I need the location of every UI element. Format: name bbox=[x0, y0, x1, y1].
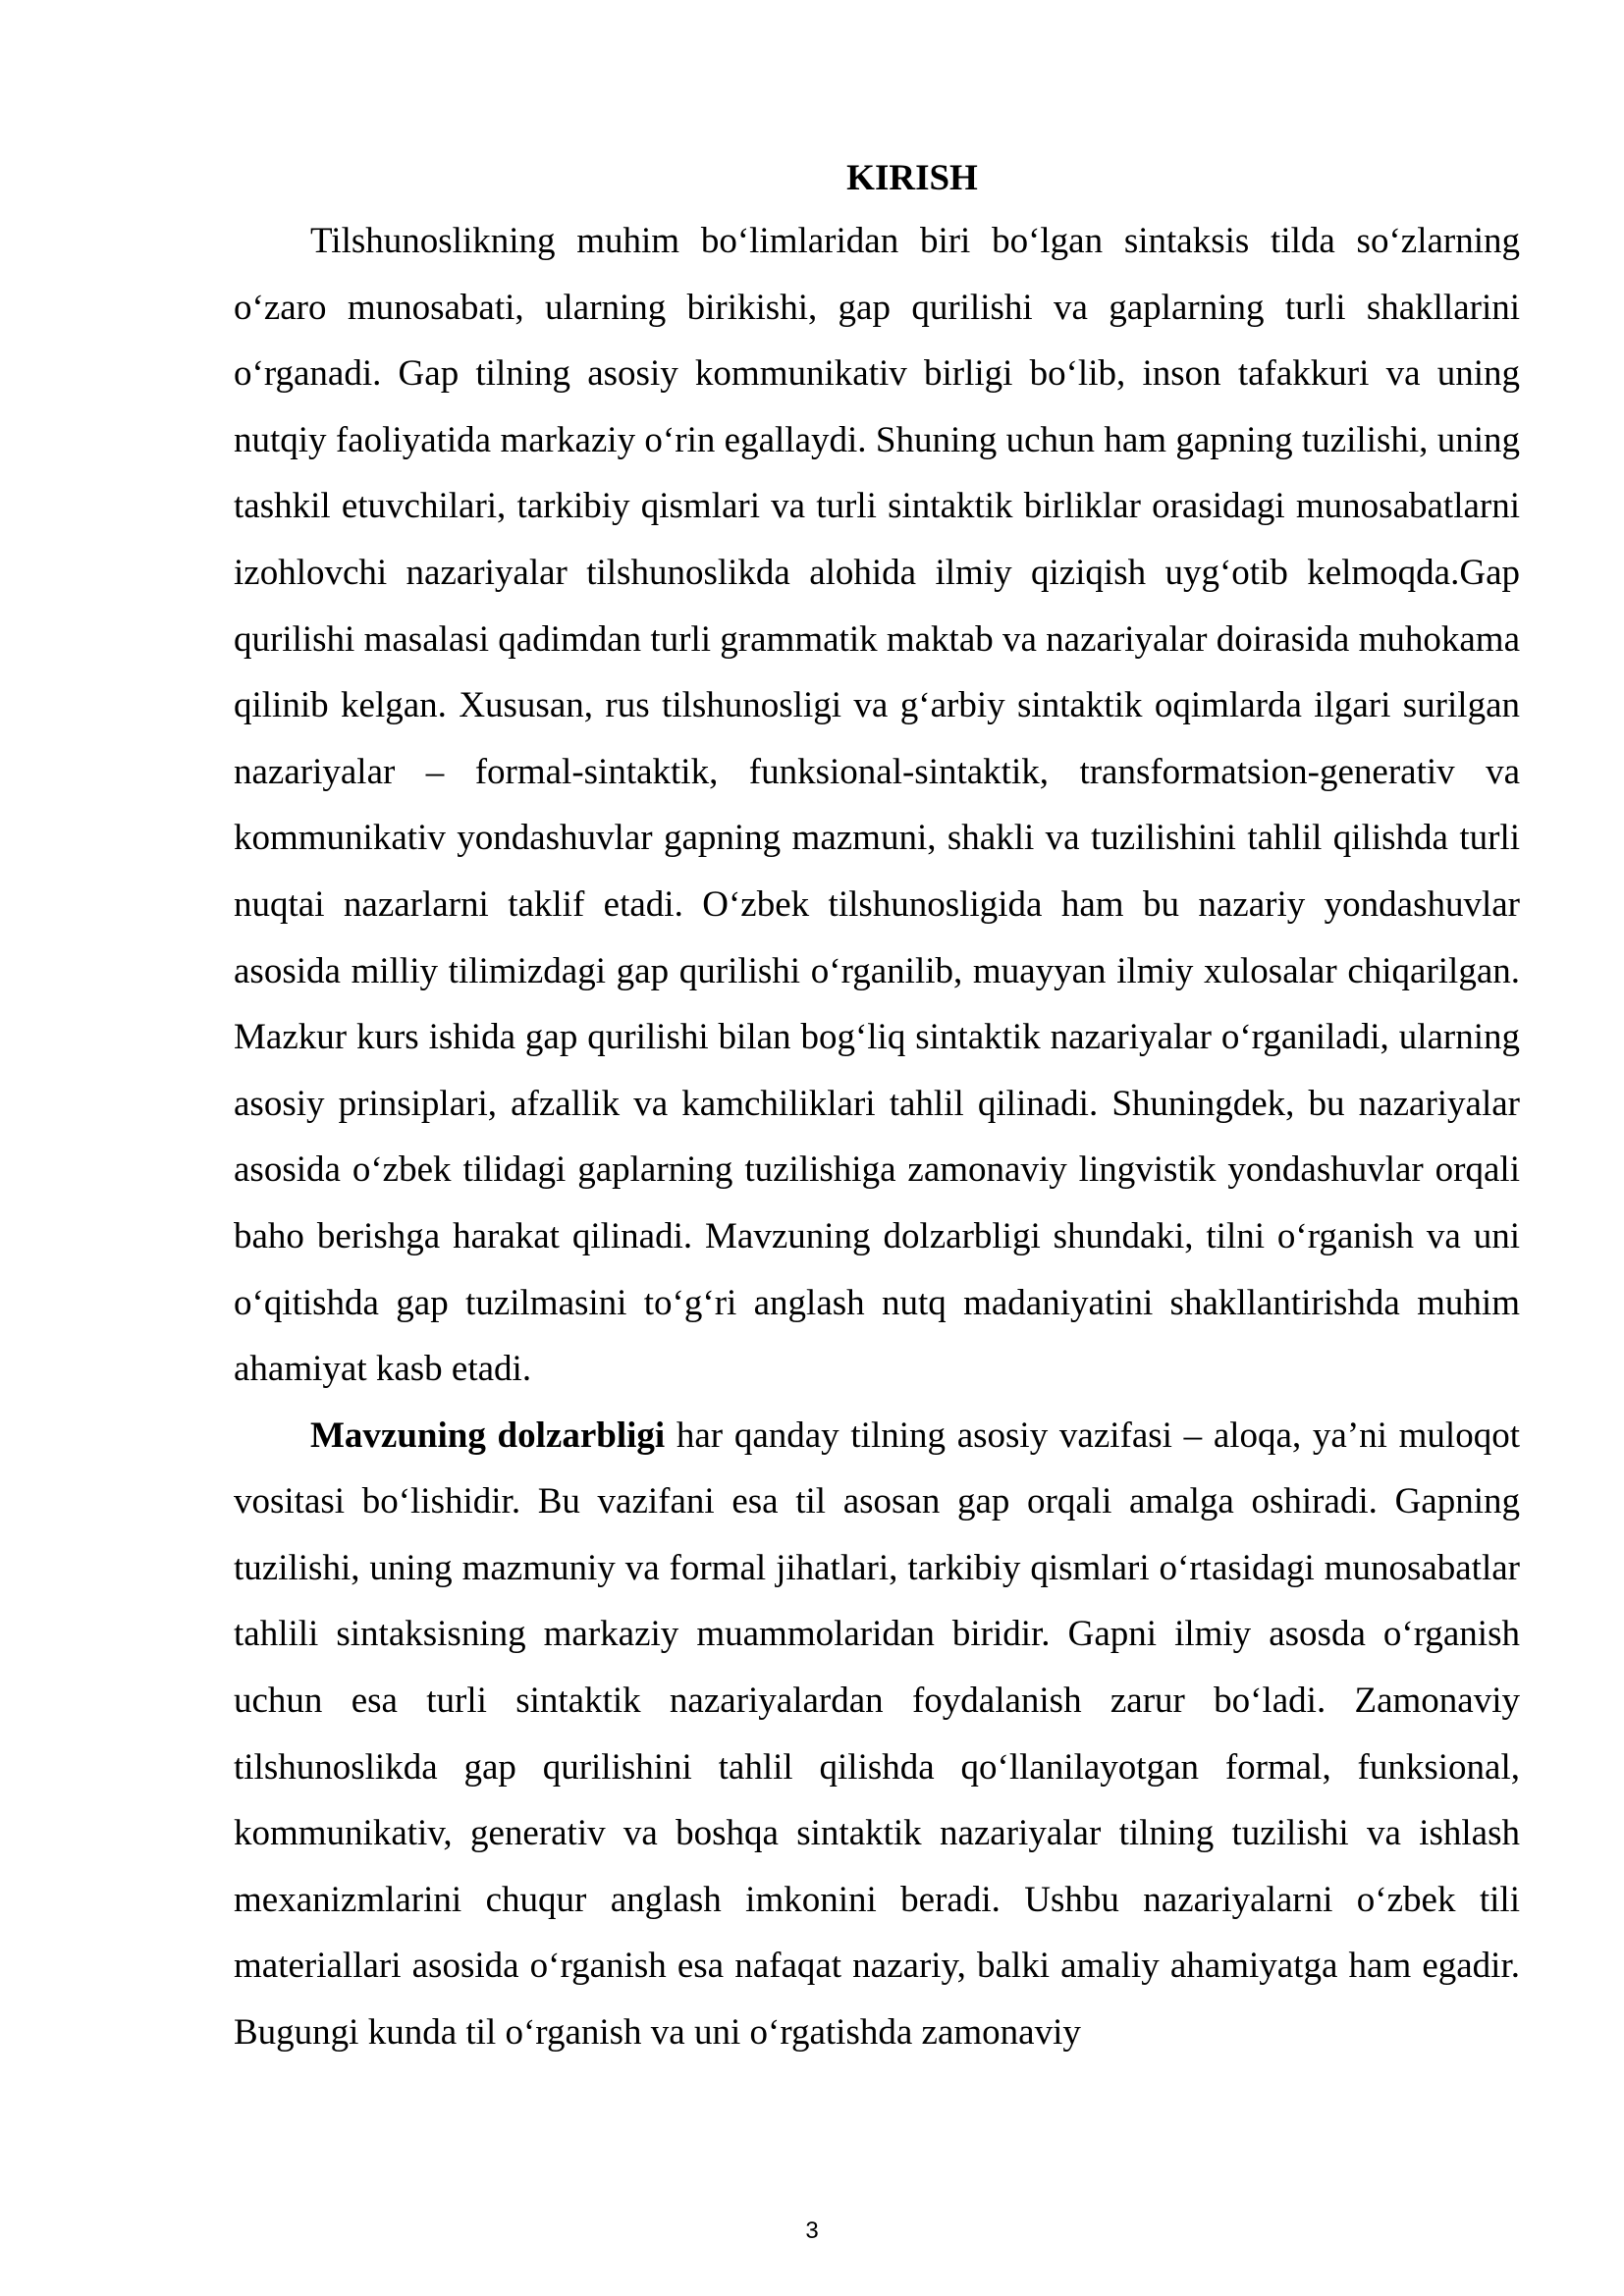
page-body bbox=[234, 149, 1520, 2066]
paragraph-introduction bbox=[234, 208, 1520, 1403]
paragraph-lead-bold: Mavzuning dolzarbligi bbox=[310, 1415, 666, 1456]
page-number: 3 bbox=[805, 2217, 819, 2244]
paragraph-text: Tilshunoslikning muhim bo‘limlaridan biri bo‘lgan sintaksis tilda so‘zlarning o‘zaro munosabati, ularning birikishi, gap qurilishi va gaplarning turli shakllarini o‘rganadi. Gap tilning asosiy kommunikativ birligi bo‘lib, inson tafakkuri va uning nutqiy faoliyatida markaziy o‘rin egallaydi. Shuning uchun ham gapning tuzilishi, uning tashkil etuvchilari, tarkibiy qismlari va turli sintaktik birliklar orasidagi munosabatlarni izohlovchi nazariyalar tilshunoslikda alohida ilmiy qiziqish uyg‘otib kelmoqda.Gap qurilishi masalasi qadimdan turli grammatik maktab va nazariyalar doirasida muhokama qilinib kelgan. Xususan, rus tilshunosligi va g‘arbiy sintaktik oqimlarda ilgari surilgan nazariyalar – formal-sintaktik, funksional-sintaktik, transformatsion-generativ va kommunikativ yondashuvlar gapning mazmuni, shakli va tuzilishini tahlil qilishda turli nuqtai nazarlarni taklif etadi. O‘zbek tilshunosligida ham bu nazariy yondashuvlar asosida milliy tilimizdagi gap qurilishi o‘rganilib, muayyan ilmiy xulosalar chiqarilgan. Mazkur kurs ishida gap qurilishi bilan bog‘liq sintaktik nazariyalar o‘rganiladi, ularning asosiy prinsiplari, afzallik va kamchiliklari tahlil qilinadi. Shuningdek, bu nazariyalar asosida o‘zbek tilidagi gaplarning tuzilishiga zamonaviy lingvistik yondashuvlar orqali baho berishga harakat qilinadi. Mavzuning dolzarbligi shundaki, tilni o‘rganish va uni o‘qitishda gap tuzilmasini to‘g‘ri anglash nutq madaniyatini shakllantirishda muhim ahamiyat kasb etadi. bbox=[234, 221, 1521, 1390]
paragraph-relevance bbox=[234, 1403, 1520, 2066]
paragraph-text: har qanday tilning asosiy vazifasi – aloqa, ya’ni muloqot vositasi bo‘lishidir. Bu vazifani esa til asosan gap orqali amalga oshiradi. Gapning tuzilishi, uning mazmuniy va formal jihatlari, tarkibiy qismlari o‘rtasidagi munosabatlar tahlili sintaksisning markaziy muammolaridan biridir. Gapni ilmiy asosda o‘rganish uchun esa turli sintaktik nazariyalardan foydalanish zarur bo‘ladi. Zamonaviy tilshunoslikda gap qurilishini tahlil qilishda qo‘llanilayotgan formal, funksional, kommunikativ, generativ va boshqa sintaktik nazariyalar tilning tuzilishi va ishlash mexanizmlarini chuqur anglash imkonini beradi. Ushbu nazariyalarni o‘zbek tili materiallari asosida o‘rganish esa nafaqat nazariy, balki amaliy ahamiyatga ham egadir. Bugungi kunda til o‘rganish va uni o‘rgatishda zamonaviy bbox=[234, 1415, 1520, 2054]
page-heading: KIRISH bbox=[846, 158, 978, 198]
